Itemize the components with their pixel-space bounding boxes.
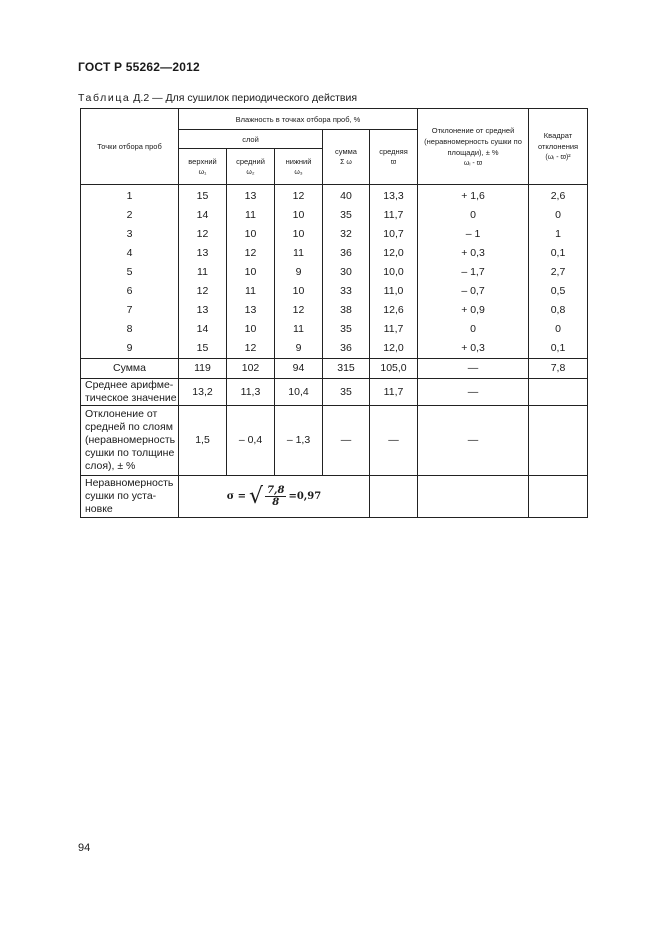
- header-layer: слой: [179, 130, 323, 149]
- unevenness-deviation: [418, 476, 529, 518]
- cell-middle: 11: [227, 282, 275, 301]
- formula-fraction: [265, 485, 286, 508]
- cell-deviation: 0: [418, 320, 529, 339]
- cell-point: 7: [81, 301, 179, 320]
- cell-deviation: – 1,7: [418, 263, 529, 282]
- cell-lower: 12: [275, 185, 323, 207]
- mean-row: [81, 379, 588, 406]
- table-row: [81, 263, 588, 282]
- cell-square: 1: [529, 225, 588, 244]
- cell-deviation: + 0,3: [418, 339, 529, 359]
- mean-average: 11,7: [370, 379, 418, 406]
- cell-middle: 13: [227, 185, 275, 207]
- cell-upper: 15: [179, 339, 227, 359]
- sum-upper: 119: [179, 359, 227, 379]
- cell-lower: 10: [275, 225, 323, 244]
- cell-average: 12,0: [370, 339, 418, 359]
- cell-average: 11,0: [370, 282, 418, 301]
- formula-numerator: 7,8: [267, 485, 285, 496]
- sum-total: 315: [323, 359, 370, 379]
- layer-deviation-total: —: [323, 406, 370, 476]
- header-lower: [275, 149, 323, 185]
- cell-upper: 13: [179, 301, 227, 320]
- table-row: [81, 225, 588, 244]
- cell-upper: 11: [179, 263, 227, 282]
- cell-upper: 12: [179, 225, 227, 244]
- cell-square: 0,1: [529, 339, 588, 359]
- page-number: 94: [78, 842, 91, 854]
- table-row: [81, 206, 588, 225]
- cell-lower: 10: [275, 282, 323, 301]
- cell-point: 4: [81, 244, 179, 263]
- sum-average: 105,0: [370, 359, 418, 379]
- unevenness-row: [81, 476, 588, 518]
- cell-average: 10,7: [370, 225, 418, 244]
- unevenness-square: [529, 476, 588, 518]
- formula-denominator: 8: [272, 497, 280, 508]
- cell-lower: 9: [275, 263, 323, 282]
- unevenness-formula-cell: [179, 476, 370, 518]
- header-square: [529, 109, 588, 185]
- sum-lower: 94: [275, 359, 323, 379]
- cell-deviation: + 1,6: [418, 185, 529, 207]
- cell-sum: 30: [323, 263, 370, 282]
- layer-deviation-label: Отклонение от средней по слоям (неравномерность сушки по толщине слоя), ± %: [81, 406, 179, 476]
- header-middle-symbol: ω₂: [246, 168, 255, 176]
- header-upper: [179, 149, 227, 185]
- cell-upper: 12: [179, 282, 227, 301]
- header-sum-text: сумма: [335, 147, 357, 156]
- cell-middle: 13: [227, 301, 275, 320]
- cell-average: 12,0: [370, 244, 418, 263]
- cell-point: 6: [81, 282, 179, 301]
- cell-average: 10,0: [370, 263, 418, 282]
- cell-square: 0,1: [529, 244, 588, 263]
- cell-middle: 12: [227, 339, 275, 359]
- cell-lower: 9: [275, 339, 323, 359]
- unevenness-average: [370, 476, 418, 518]
- header-lower-text: нижний: [285, 156, 312, 166]
- layer-deviation-lower: – 1,3: [275, 406, 323, 476]
- layer-deviation-upper: 1,5: [179, 406, 227, 476]
- cell-sum: 36: [323, 244, 370, 263]
- cell-deviation: – 1: [418, 225, 529, 244]
- cell-lower: 11: [275, 244, 323, 263]
- header-sum: [323, 130, 370, 185]
- formula-rhs: =0,97: [288, 491, 322, 502]
- cell-sum: 40: [323, 185, 370, 207]
- cell-sum: 33: [323, 282, 370, 301]
- layer-deviation-deviation: —: [418, 406, 529, 476]
- unevenness-label: Неравномерность сушки по уста-новке: [81, 476, 179, 518]
- cell-point: 1: [81, 185, 179, 207]
- cell-square: 2,6: [529, 185, 588, 207]
- table-body: [81, 185, 588, 359]
- header-sum-symbol: Σ ω: [340, 159, 352, 166]
- sum-middle: 102: [227, 359, 275, 379]
- header-average-symbol: ϖ: [390, 159, 397, 166]
- cell-sum: 38: [323, 301, 370, 320]
- cell-upper: 14: [179, 320, 227, 339]
- header-square-symbol: (ωᵢ - ϖ)²: [545, 154, 571, 161]
- table-row: [81, 244, 588, 263]
- table-row: [81, 282, 588, 301]
- mean-deviation: —: [418, 379, 529, 406]
- cell-middle: 10: [227, 263, 275, 282]
- cell-average: 13,3: [370, 185, 418, 207]
- cell-square: 2,7: [529, 263, 588, 282]
- header-upper-symbol: ω₁: [198, 168, 207, 176]
- mean-upper: 13,2: [179, 379, 227, 406]
- header-upper-text: верхний: [188, 156, 217, 166]
- header-middle-text: средний: [236, 156, 265, 166]
- layer-deviation-average: —: [370, 406, 418, 476]
- table-row: [81, 301, 588, 320]
- header-lower-symbol: ω₃: [294, 168, 303, 176]
- cell-deviation: + 0,9: [418, 301, 529, 320]
- header-average-text: средняя: [379, 147, 408, 156]
- header-average: [370, 130, 418, 185]
- layer-deviation-middle: – 0,4: [227, 406, 275, 476]
- cell-sum: 35: [323, 320, 370, 339]
- mean-square: [529, 379, 588, 406]
- header-moisture: Влажность в точках отбора проб, %: [179, 109, 418, 130]
- header-points: Точки отбора проб: [81, 109, 179, 185]
- table-row: [81, 320, 588, 339]
- cell-square: 0,8: [529, 301, 588, 320]
- mean-total: 35: [323, 379, 370, 406]
- cell-lower: 11: [275, 320, 323, 339]
- cell-deviation: 0: [418, 206, 529, 225]
- cell-middle: 12: [227, 244, 275, 263]
- header-middle: [227, 149, 275, 185]
- cell-upper: 13: [179, 244, 227, 263]
- document-header: ГОСТ Р 55262—2012: [78, 60, 200, 74]
- cell-point: 9: [81, 339, 179, 359]
- data-table: [80, 108, 588, 518]
- cell-point: 5: [81, 263, 179, 282]
- mean-lower: 10,4: [275, 379, 323, 406]
- cell-sum: 32: [323, 225, 370, 244]
- header-deviation: [418, 109, 529, 185]
- cell-middle: 10: [227, 225, 275, 244]
- sum-row: [81, 359, 588, 379]
- cell-upper: 14: [179, 206, 227, 225]
- layer-deviation-row: [81, 406, 588, 476]
- cell-lower: 12: [275, 301, 323, 320]
- cell-square: 0: [529, 320, 588, 339]
- cell-point: 3: [81, 225, 179, 244]
- sqrt-sign: √: [249, 483, 264, 509]
- cell-upper: 15: [179, 185, 227, 207]
- layer-deviation-square: [529, 406, 588, 476]
- cell-deviation: – 0,7: [418, 282, 529, 301]
- caption-prefix: Таблица: [78, 92, 131, 104]
- header-square-text: Квадрат отклонения: [537, 131, 579, 151]
- cell-middle: 11: [227, 206, 275, 225]
- cell-lower: 10: [275, 206, 323, 225]
- table-row: [81, 339, 588, 359]
- mean-label: Среднее арифме-тическое значение: [81, 379, 179, 406]
- cell-sum: 35: [323, 206, 370, 225]
- unevenness-formula: [227, 485, 321, 508]
- cell-point: 8: [81, 320, 179, 339]
- header-deviation-symbol: ωᵢ - ϖ: [463, 159, 483, 167]
- cell-middle: 10: [227, 320, 275, 339]
- sum-square: 7,8: [529, 359, 588, 379]
- mean-middle: 11,3: [227, 379, 275, 406]
- cell-point: 2: [81, 206, 179, 225]
- cell-average: 11,7: [370, 206, 418, 225]
- cell-average: 12,6: [370, 301, 418, 320]
- sum-label: Сумма: [81, 359, 179, 379]
- cell-deviation: + 0,3: [418, 244, 529, 263]
- cell-sum: 36: [323, 339, 370, 359]
- cell-square: 0,5: [529, 282, 588, 301]
- table-row: [81, 185, 588, 207]
- sum-deviation: —: [418, 359, 529, 379]
- cell-average: 11,7: [370, 320, 418, 339]
- formula-lhs: σ =: [226, 491, 247, 502]
- header-deviation-text: Отклонение от средней (неравномерность сушки по площади), ± %: [424, 125, 522, 157]
- caption-text: Д.2 — Для сушилок периодического действия: [130, 92, 358, 104]
- table-caption: [78, 92, 357, 104]
- cell-square: 0: [529, 206, 588, 225]
